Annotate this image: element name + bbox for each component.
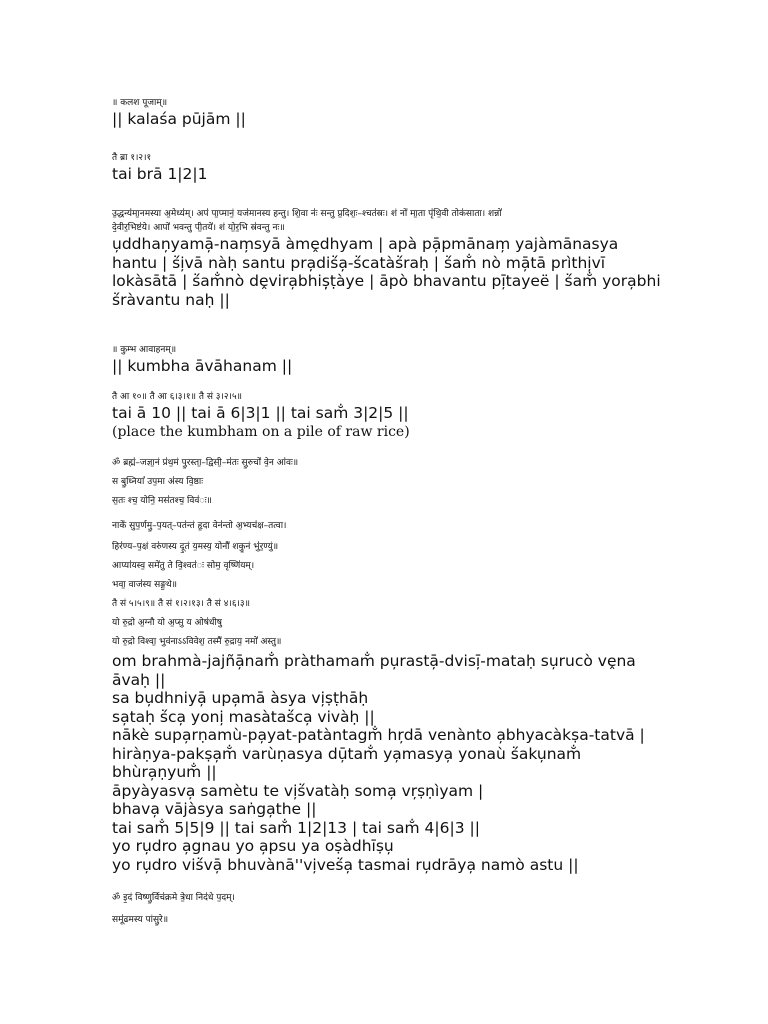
roman-line: lokàsātā | ṥam̐nò dḙvira̦bhiṣ̦ṭàye | āpò bhavantu pī̦tayeë | ṥam̐ yora̦bhi <box>112 272 661 290</box>
devanagari-group <box>112 514 752 652</box>
roman-reference: tai ā 10 || tai ā 6|3|1 || tai sam̐ 3|2|5 || <box>112 404 409 422</box>
devanagari-line: स॒तः श्च॒ योनि॒ मस॑तश्च॒ विव॑ः॥ <box>112 496 212 506</box>
roman-reference: tai brā 1|2|1 <box>112 165 208 183</box>
reference-block <box>112 151 752 184</box>
mantra-block-3 <box>112 887 752 931</box>
roman-line: nākè supa̦rṇamù-pa̦yat-patàntagm̐ hr̦dā venànto a̦bhyacàkṣa-tatvā | <box>112 726 645 744</box>
roman-line: āvaḥ || <box>112 670 166 689</box>
section-kumbha-heading <box>112 343 752 376</box>
devanagari-line: तै सं ५।५।९॥ तै सं १।२।१३। तै सं ४।६।३॥ <box>112 599 250 609</box>
devanagari-line: ॐ इ॒दं विष्णु॒र्विच॑क्रमे त्रे॒धा निद॑धे प॒दम्। <box>112 893 235 903</box>
roman-title: || kalaśa pūjām || <box>112 110 246 128</box>
devanagari-line: समू॑ढमस्य पांसु॒रे॥ <box>112 915 169 925</box>
roman-line: āpyàyasva̦ samètu te vi̦ṥvatàḥ soma̦ vr̦ṣṇìyam | <box>112 781 484 800</box>
devanagari-line: आप्या॑यस्व॒ समे॑तु ते वि॒श्वत॑ः सोम॒ वृष्णि॑यम्। <box>112 561 255 571</box>
roman-line: om brahmà-jajñā̦nam̐ pràthamam̐ pu̦rastā̦-dvisī̦-mataḥ su̦rucò vḙna <box>112 652 636 670</box>
roman-line: sa̦taḥ ṥca̦ yoni̦ masàtaṥca̦ vivàḥ || <box>112 707 375 726</box>
devanagari-line: यो रु॒द्रो अ॒ग्नौ यो अ॒प्सु य ओष॑धीषु <box>112 618 222 628</box>
devanagari-line: स बु॒ध्नियां॑ उप॒मा अ॑स्य वि॒ष्ठाः <box>112 477 204 487</box>
roman-group <box>112 652 752 874</box>
roman-line: tai sam̐ 5|5|9 || tai sam̐ 1|2|13 | tai sam̐ 4|6|3 || <box>112 818 480 837</box>
devanagari-line: उ॒द्धन्य॑मा॒नमस्या अ॒मेध्य॑म्। अप॑ पा॒प्मानं॒ यज॑मानस्य हन्तु। शि॒वा नः॑ सन्तु प्र॒दिशः॒–श्चत॑स्रः। शं नो॑ मा॒ता पृ॑थि॒वी तोक॑साता। शन्नो॑ <box>112 209 502 219</box>
roman-line: sa bu̦dhniyā̦ upa̦mā àsya vi̦ṣṭhāḥ <box>112 689 369 707</box>
devanagari-reference: तै ब्रा १।२।१ <box>112 153 152 163</box>
devanagari-title: ॥ कलश पूजाम्॥ <box>112 98 168 108</box>
mantra-block-2 <box>112 454 752 874</box>
devanagari-reference: तै आ १०॥ तै आ ६।३।१॥ तै सं ३।२।५॥ <box>112 392 243 402</box>
roman-line: bhava̦ vājàsya saṅga̦the || <box>112 800 317 818</box>
devanagari-line: दे॒वीर॒भिष्ट॑ये। आपो॑ भवन्तु पी॒तये॑। शं यो॒र॒भि स्र॑वन्तु नः॥ <box>112 223 285 233</box>
roman-line: ṥràvantu naḥ || <box>112 290 230 309</box>
instruction-note: (place the kumbham on a pile of raw rice) <box>112 423 410 440</box>
devanagari-line: ॐ ब्रह्म॑–जज्ञा॒नं प्र॑थ॒मं पु॒रस्ता॒–द्विसी॒–म॑तः सु॒रुचो॑ वे॒न आ॑वः॥ <box>112 458 299 468</box>
roman-line: yo ru̦dro a̦gnau yo a̦psu ya oṣàdhīṣu̦ <box>112 837 394 855</box>
devanagari-line: हिर॑ण्य–प॒क्षं वरु॑णस्य दू॒तं य॒मस्य॒ योनौ॑ शकु॒नं भु॑र॒ण्युं॥ <box>112 542 279 552</box>
devanagari-line: यो रु॒द्रो विश्वा॒ भुव॑नाऽऽविवेश॒ तस्मै॑ रु॒द्राय॒ नमो॑ अस्तु॥ <box>112 637 282 647</box>
devanagari-line: भवा॒ वाज॑स्य सङ्ग॒थे॥ <box>112 580 178 590</box>
devanagari-group <box>112 454 752 504</box>
roman-title: || kumbha āvāhanam || <box>112 357 293 375</box>
reference-block <box>112 390 752 441</box>
devanagari-title: ॥ कुम्भ आवाहनम्॥ <box>112 345 177 355</box>
roman-line: u̦ddhan̦yamā̦-nam̦syā àmḙdhyam | apà pā̦pmānam̦ yajàmānasya <box>112 235 619 253</box>
roman-line: hantu | ṥi̦vā nàḥ santu pra̦diṥa̦-ṥcatàṥraḥ | ṥam̐ nò mā̦tā prìthi̦vī <box>112 253 606 272</box>
mantra-block-1 <box>112 207 752 309</box>
devanagari-line: नाके॑ सुप॒र्णमु॒–प॒यत्–पत॑न्तं हृ॒दा वेन॑न्तो अ॒भ्यच॑क्ष–तत्वा। <box>112 521 287 531</box>
roman-line: hiràṇya-pakṣa̦m̐ varùṇasya dū̦tam̐ ya̦masya̦ yonaù ṥaku̦nam̐ <box>112 744 582 763</box>
section-kalasha-heading <box>112 96 752 129</box>
roman-line: yo ru̦dro viṥvā̦ bhuvànā''vi̦veṥa̦ tasmai ru̦drāya̦ namò astu || <box>112 855 579 874</box>
roman-line: bhùra̦ṇyum̐ || <box>112 763 217 781</box>
